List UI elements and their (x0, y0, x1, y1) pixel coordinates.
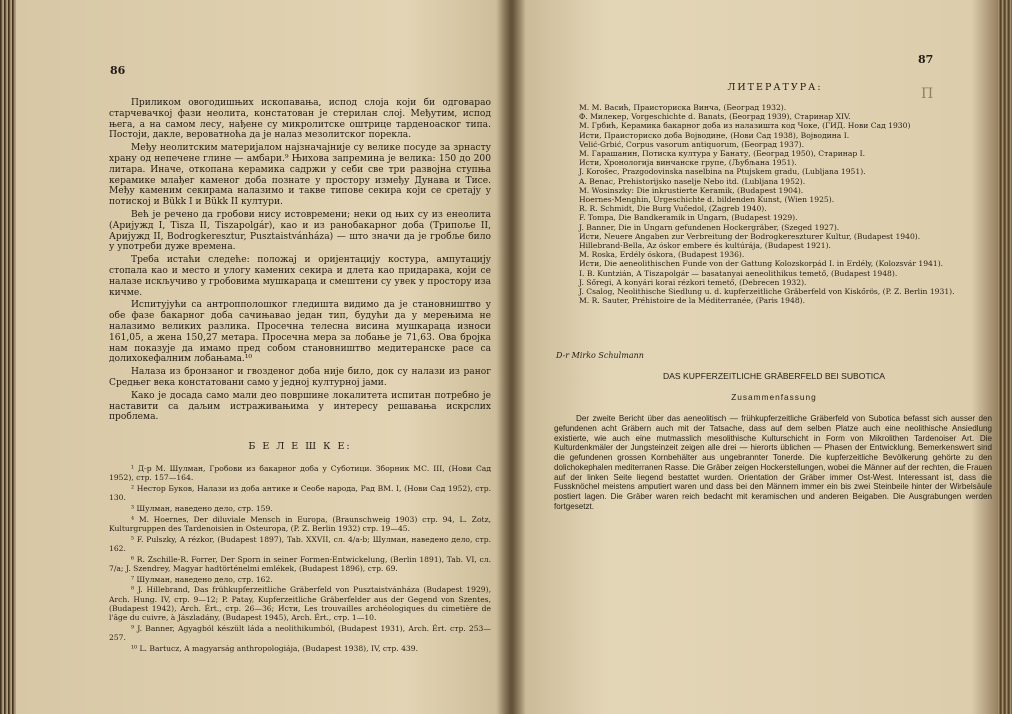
article-title: DAS KUPFERZEITLICHE GRÄBERFELD BEI SUBOTICA (662, 371, 886, 381)
footnote: ¹ Д-р М. Шулман, Гробови из бакарног доба у Суботици. Зборник МС. III, (Нови Сад 1952), стр. 157—164. (109, 464, 491, 483)
literature-entry: М. Гарашанин, Потиска култура у Банату, (Београд 1950), Старинар I. (579, 149, 866, 159)
literature-entry: J. Csalog, Neolithische Siedlung u. d. kupferzeitliche Gräberfeld von Kiskőrös, (P. Z. Berlin 1931). (579, 287, 955, 297)
literature-entry: R. R. Schmidt, Die Burg Vučedol, (Zagreb 1940). (579, 204, 767, 214)
summary-text (554, 414, 992, 512)
literature-entry: Ф. Милекер, Vorgeschichte d. Banats, (Београд 1939), Старинар XIV. (579, 112, 851, 122)
paragraph: Налаза из бронзаног и гвозденог доба није било, док су налази из раног Средњег века констатовани само у једној културној јами. (109, 367, 491, 388)
notes-heading: Б Е Л Е Ш К Е: (248, 441, 352, 452)
corner-mark: П (921, 86, 934, 102)
book-edge-left (0, 0, 16, 714)
literature-entry: Исти, Праисториско доба Војводине, (Нови Сад 1938), Војводина I. (579, 130, 850, 140)
summary-heading: Zusammenfassung (731, 392, 817, 402)
footnote: ³ Шулман, наведено дело, стр. 159. (131, 504, 273, 513)
literature-entry: Velić-Grbić, Corpus vasorum antiquorum, (Београд 1937). (579, 139, 805, 149)
literature-entry: J. Banner, Die in Ungarn gefundenen Hockergräber, (Szeged 1927). (579, 222, 840, 232)
footnote: ⁸ J. Hillebrand, Das frühkupferzeitliche Gräberfeld von Pusztaistvánháza (Budapest 1929), Arch. Hung. IV, стр. 9—12; P. Patay, Kupferzeitliche Gräberfelder aus der Gegend von Szentes, (Budapest 1942), Arch. Ért., стр. 26—36; Исти, Les trouvailles archéologiques du cimetière de l'âge du cuivre, à Jászladány, (Budapest 1945), Arch. Ért., стр. 1—10. (109, 585, 491, 623)
footnote: ¹⁰ L. Bartucz, A magyarság anthropologiája, (Budapest 1938), IV, стр. 439. (131, 644, 418, 653)
literature-entry: I. B. Kuntzián, A Tiszapolgár — basatanyai aeneolithikus temető, (Budapest 1948). (579, 268, 898, 278)
footnote: ⁴ M. Hoernes, Der diluviale Mensch in Europa, (Braunschweig 1903) стр. 94, L. Zotz, Kulturgruppen des Tardenoisien in Osteuropa, (P. Z. Berlin 1932) стр. 19—45. (109, 514, 491, 533)
literature-entry: F. Tompa, Die Bandkeramik in Ungarn, (Budapest 1929). (579, 213, 798, 223)
literature-entry: Исти, Neuere Angaben zur Verbreitung der Bodrogkereszturer Kultur, (Budapest 1940). (579, 231, 921, 241)
page-number: 87 (918, 53, 934, 66)
footnote: ⁷ Шулман, наведено дело, стр. 162. (131, 574, 273, 584)
footnote: ⁵ F. Pulszky, A rézkor, (Budapest 1897), Tab. XXVII, сл. 4/a-b; Шулман, наведено дело, стр. 162. (109, 534, 491, 553)
literature-entry: M. Wosinszky: Die inkrustierte Keramik, (Budapest 1904). (579, 185, 804, 195)
literature-entry: М. Грбић, Керамика бакарног доба из налазишта код Чоке, (ГИД. Нови Сад 1930) (579, 121, 911, 131)
paragraph: Приликом овогодишњих ископавања, испод слоја који би одговарао старчевачкој фази неолита, констатован је стерилан слој. Међутим, испод њега, а на самом лесу, нађене су микролитске оштрице тарденоаског типа. Постоји, дакле, вероватноћа да је налаз мезолитског порекла. (109, 98, 491, 141)
literature-list (579, 103, 969, 305)
footnotes (109, 464, 491, 655)
literature-entry: J. Sőregi, A konyári korai rézkori temető, (Debrecen 1932). (579, 277, 807, 287)
literature-entry: M. R. Sauter, Préhistoire de la Méditerranée, (Paris 1948). (579, 296, 806, 306)
right-page (524, 0, 1004, 714)
summary-paragraph: Der zweite Bericht über das aeneolitisch — frühkupferzeitliche Gräberfeld von Subotica befasst sich ausser den gefundenen acht Gräbern auch mit der Tatsache, dass auf dem selben Platze auch eine neolithische Ansiedlung existierte, wie auch eine mutmasslich mesolithische Kulturschicht in Form von Mikrolithen Tardenoiser Art. Die Kulturdenkmäler der Jungsteinzeit zeigen alle drei — hierorts üblichen — Phasen der Entwicklung. Bemerkenswert sind die gefundenen grossen Kornbehälter aus ungebrannter Tonerde. Die kupferzeitliche Bevölkerung gehörte zu den dolichokephalen mediterranen Rasse. Die Gräber zeigen Hockerstellungen, wobei die Männer auf der rechten, die Frauen auf der linken Seite liegend bestattet wurden. Orientation der Gräber immer Ost-West. Interessant ist, dass die Fussknöchel meistens amputiert waren und dass bei den Männern immer ein bis zwei Steinbeile hinter der Wirbelsäule postiert lagen. Die Gräber waren reich bedacht mit keramischen und anderen Beigaben. Die Ausgrabungen werden fortgesetzt. (554, 414, 992, 511)
literature-entry: J. Korošec, Prazgodovinska naselbina na Ptujskem gradu, (Lubljana 1951). (579, 167, 866, 177)
author-name: D-r Mirko Schulmann (556, 351, 644, 360)
literature-heading: ЛИТЕРАТУРА: (727, 82, 823, 93)
literature-entry: Hillebrand-Bella, Az óskor embere és kultúrája, (Budapest 1921). (579, 241, 831, 251)
literature-entry: M. Roska, Erdély óskora, (Budapest 1936). (579, 250, 745, 260)
left-page (22, 0, 500, 714)
literature-entry: М. М. Васић, Праисториска Винча, (Београд 1932). (579, 103, 787, 112)
paragraph: Већ је речено да гробови нису истовремени; неки од њих су из енеолита (Аријужд I, Tisza II, Tiszapolgár), као и из ранобакарног доба (Трипоље II, Аријужд II, Bodrogkeresztur, Pusztaistvánháza) — што значи да је гробље било у употреби дуже времена. (109, 209, 491, 253)
literature-entry: Hoernes-Menghin, Urgeschichte d. bildenden Kunst, (Wien 1925). (579, 195, 835, 205)
literature-entry: Исти, Хронологија винчанске групе, (Љубљана 1951). (579, 158, 797, 168)
body-text (109, 98, 491, 425)
footnote: ² Нестор Буков, Налази из доба антике и Сеобе народа, Рад ВМ. I, (Нови Сад 1952), стр. 130. (109, 484, 491, 503)
footnote: ⁹ J. Banner, Agyagból készült láda a neolithikumból, (Budapest 1931), Arch. Ért. стр. 253—257. (109, 624, 491, 643)
paragraph: Како је досада само мали део површине локалитета испитан потребно је наставити са даљим истраживањима у интересу решавања искрслих проблема. (109, 390, 491, 423)
paragraph: Међу неолитским материјалом најзначајније су велике посуде за зрнасту храну од непечене глине — амбари.⁹ Њихова запремина је велика: 150 до 200 литара. Иначе, откопана керамика садржи у себи све три развојна ступња керамике млађег каменог доба познате у простору између Дунава и Тисе. Међу каменим секирама налазимо и такве типове секира који се сретају у потиској и Bükk I и Bükk II култури. (109, 143, 491, 208)
literature-entry: A. Benac, Prehistorijsko naselje Nebo itd. (Lubljana 1952). (579, 176, 806, 186)
paragraph: Треба истаћи следеће: положај и оријентацију костура, ампутацију стопала као и место и улогу камених секира и длета као придарака, који се налазе искључиво у гробовима мушкараца и смештени су увек у простору изa кичме. (109, 255, 491, 298)
paragraph: Испитујући са антропполошког гледишта видимо да је становништво у обе фазе бакарног доба сачињавао један тип, будући да у мерењима не налазимо великих разлика. Просечна телесна висина мушкараца износи 161,05, а жена 150,27 метара. Просечна мера за лобање је 71,63. Ова бројка нам показује да имамо пред собом становништво медитеранске расе са долихокефалним лобањама.¹⁰ (109, 300, 491, 365)
literature-entry: Исти, Die aeneolithischen Funde von der Gattung Kolozskorpád I. in Erdély, (Kolozsvár 1941). (579, 259, 944, 269)
page-number: 86 (110, 64, 126, 77)
footnote: ⁶ R. Zschille-R. Forrer, Der Sporn in seiner Formen-Entwickelung, (Berlin 1891), Tab. VI, сл. 7/a; J. Szendrey, Magyar hadtörténelmi emlékek, (Budapest 1896), стр. 69. (109, 554, 491, 573)
